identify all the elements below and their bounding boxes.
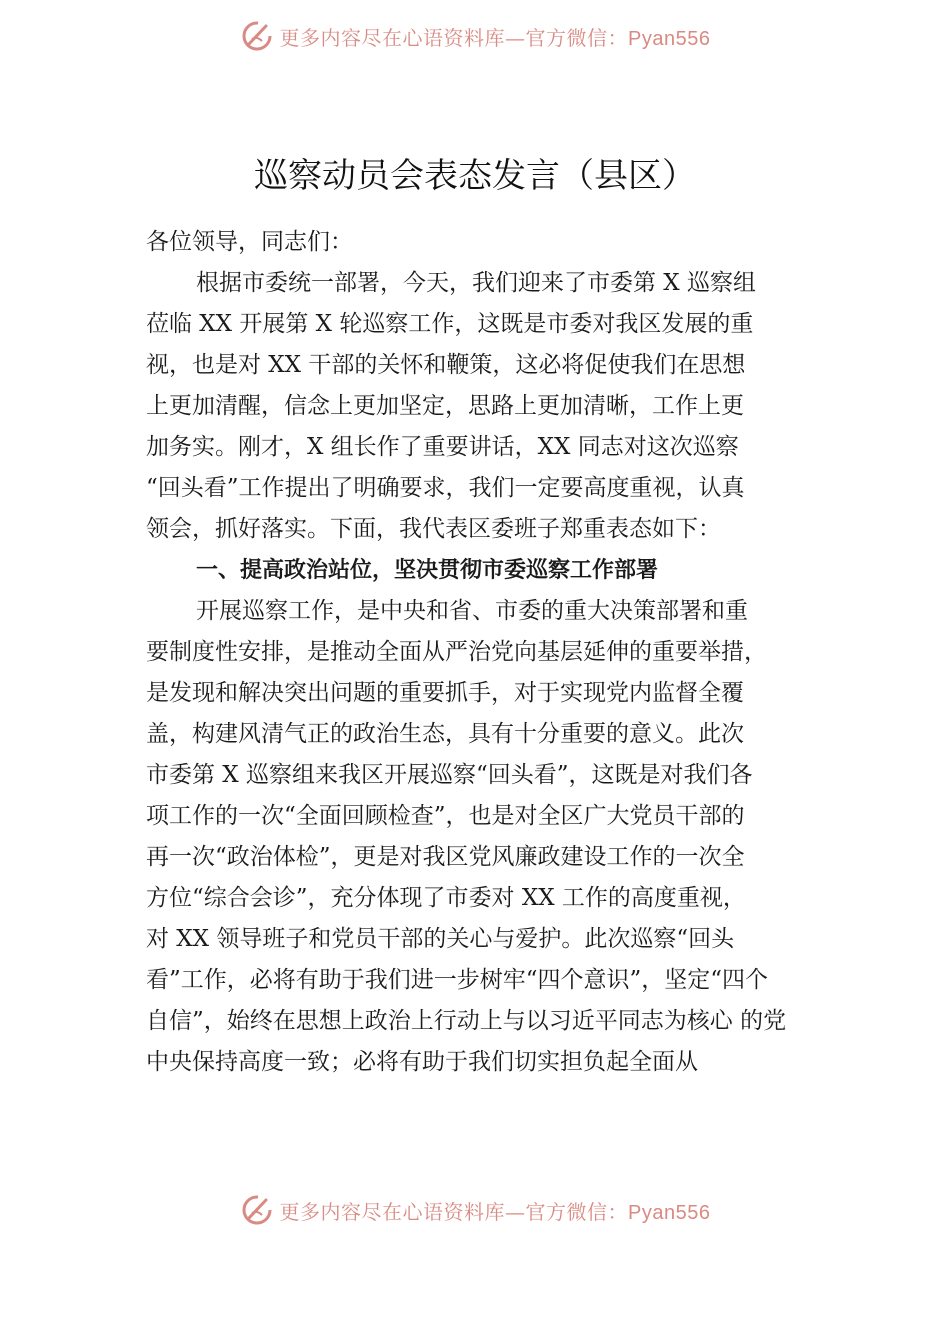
text-line: 方位“综合会诊”，充分体现了市委对 XX 工作的高度重视， [146, 885, 746, 911]
text-line: 上更加清醒，信念上更加坚定，思路上更加清晰，工作上更 [146, 393, 744, 419]
watermark-text: 更多内容尽在心语资料库—官方微信：Pyan556 [279, 1199, 711, 1224]
text-line: 视，也是对 XX 干部的关怀和鞭策，这必将促使我们在思想 [146, 352, 746, 378]
text-line: 对 XX 领导班子和党员干部的关心与爱护。此次巡察“回头 [146, 926, 735, 952]
text-line: 要制度性安排，是推动全面从严治党向基层延伸的重要举措， [146, 639, 767, 665]
text-line: 加务实。刚才，X 组长作了重要讲话，XX 同志对这次巡察 [146, 434, 739, 460]
text-line: 中央保持高度一致；必将有助于我们切实担负起全面从 [146, 1049, 698, 1075]
brush-logo-icon [240, 19, 274, 53]
text-line: 开展巡察工作，是中央和省、市委的重大决策部署和重 [196, 598, 748, 624]
document-title: 巡察动员会表态发言（县区） [254, 156, 696, 196]
text-line: 各位领导，同志们： [146, 229, 353, 255]
watermark-header [0, 16, 950, 56]
watermark-footer [0, 1190, 950, 1230]
document-body [146, 222, 836, 1083]
text-line: 盖，构建风清气正的政治生态，具有十分重要的意义。此次 [146, 721, 744, 747]
text-line: 根据市委统一部署，今天，我们迎来了市委第 X 巡察组 [196, 270, 756, 296]
text-line: 是发现和解决突出问题的重要抓手，对于实现党内监督全覆 [146, 680, 744, 706]
text-line: 自信”，始终在思想上政治上行动上与以习近平同志为核心 的党 [146, 1008, 787, 1034]
text-line: 项工作的一次“全面回顾检查”，也是对全区广大党员干部的 [146, 803, 745, 829]
text-line: “回头看”工作提出了明确要求，我们一定要高度重视，认真 [146, 475, 745, 501]
brush-logo-icon [240, 1193, 274, 1227]
text-line: 市委第 X 巡察组来我区开展巡察“回头看”，这既是对我们各 [146, 762, 753, 788]
text-line: 再一次“政治体检”，更是对我区党风廉政建设工作的一次全 [146, 844, 745, 870]
text-line: 领会，抓好落实。下面，我代表区委班子郑重表态如下： [146, 516, 721, 542]
watermark-text: 更多内容尽在心语资料库—官方微信：Pyan556 [279, 25, 711, 50]
section-heading: 一、提高政治站位，坚决贯彻市委巡察工作部署 [196, 558, 659, 583]
text-line: 莅临 XX 开展第 X 轮巡察工作，这既是市委对我区发展的重 [146, 311, 754, 337]
text-line: 看”工作，必将有助于我们进一步树牢“四个意识”，坚定“四个 [146, 967, 769, 993]
